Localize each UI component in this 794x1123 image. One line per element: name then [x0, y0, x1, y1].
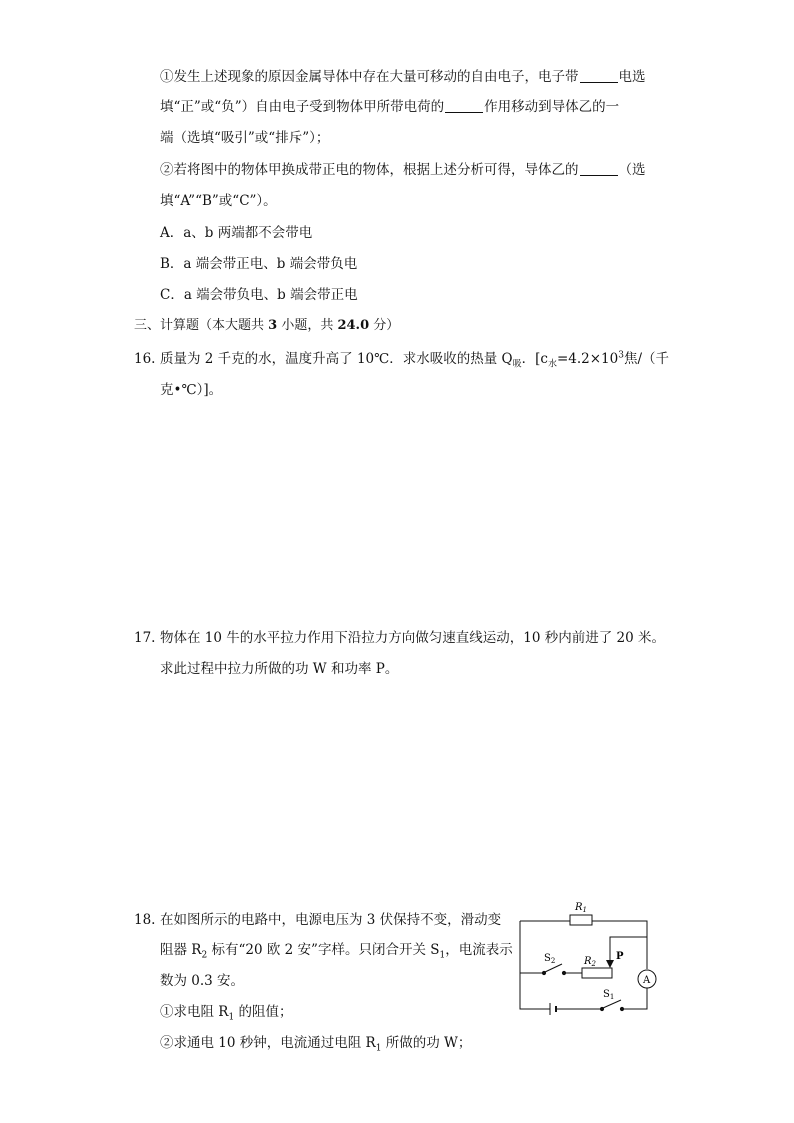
q15-line-2 [160, 97, 619, 117]
section-text: 小题，共 [277, 318, 338, 333]
q17-line-2 [160, 659, 398, 679]
q18-text: ，电流表示 [445, 942, 513, 958]
label-s2: $S_2$ [544, 953, 556, 965]
q17-text: 求此过程中拉力所做的功 W 和功率 P。 [160, 661, 399, 677]
q18-line-2 [160, 940, 513, 960]
label-ammeter: A [643, 975, 651, 986]
label-p: P [616, 951, 624, 962]
label-r2: $R_2$ [584, 956, 596, 968]
q16-text: 质量为 2 千克的水，温度升高了 10℃．求水吸收的热量 Q [160, 351, 513, 367]
q16-text: 焦/（千 [623, 351, 670, 367]
q18-line-3 [160, 971, 244, 991]
subscript: 2 [201, 950, 208, 961]
resistor-r2 [582, 968, 612, 978]
slider-arrow [606, 960, 614, 968]
q18-text: 数为 0.3 安。 [160, 973, 245, 989]
switch-s2 [545, 964, 562, 972]
s1-contact [620, 1007, 623, 1010]
q16-line-1 [160, 349, 669, 369]
q15-text: 填“A”“B”或“C”）。 [160, 193, 277, 209]
q15-option-c[interactable] [160, 285, 358, 305]
q17-line-1 [160, 628, 665, 648]
superscript: 3 [618, 350, 624, 361]
q17-text: 物体在 10 牛的水平拉力作用下沿拉力方向做匀速直线运动，10 秒内前进了 20 米。 [160, 630, 665, 646]
q16-text: ．[c [521, 351, 548, 367]
q18-text: 阻器 R [160, 942, 202, 958]
right-wire [624, 988, 647, 1009]
q15-text: ①发生上述现象的原因 [160, 69, 295, 85]
resistor-r1 [570, 915, 592, 925]
q15-line-5 [160, 191, 277, 211]
option-text: C．a 端会带负电、b 端会带正电 [160, 287, 358, 303]
q15-text: 电选 [618, 69, 646, 85]
q15-text: 端（选填“吸引”或“排斥”）； [160, 130, 330, 146]
q15-text: 填“正”或“负”） [160, 99, 256, 115]
subscript: 吸 [512, 359, 522, 370]
q15-text: 自由电子受到物体甲所带电荷的 [255, 99, 445, 115]
q15-line-1 [160, 67, 646, 87]
section-text: 三、计算题（本大题共 [134, 318, 269, 333]
q16-text: =4.2×10 [556, 351, 619, 367]
question-number: 18. [134, 912, 156, 928]
option-text: A．a、b 两端都不会带电 [160, 225, 313, 241]
section-count: 3 [268, 318, 278, 333]
q15-text: 金属导体中存在大量可移动的自由电子，电子带 [295, 69, 579, 85]
q18-text: 所做的功 W； [381, 1035, 472, 1051]
answer-blank[interactable] [580, 161, 618, 176]
left-wire [520, 921, 550, 1009]
subscript: 1 [375, 1043, 382, 1054]
section-text: 分） [369, 318, 400, 333]
q18-text: 标有“20 欧 2 安”字样。只闭合开关 S [207, 942, 440, 958]
q18-text: ①求电阻 R [160, 1004, 229, 1020]
q15-text: 作用移动到导体乙的一 [484, 99, 620, 115]
q18-text: 在如图所示的电路中，电源电压为 3 伏保持不变，滑动变 [160, 912, 502, 928]
q15-option-b[interactable] [160, 254, 357, 274]
q16-text: 克•℃）]。 [160, 382, 223, 398]
section-score: 24.0 [337, 318, 370, 333]
option-text: B．a 端会带正电、b 端会带负电 [160, 256, 358, 272]
q18-line-4 [160, 1002, 293, 1022]
q15-line-4 [160, 160, 646, 180]
label-r1: $R_1$ [575, 902, 587, 914]
q18-text: 的阻值； [234, 1004, 293, 1020]
subscript: 水 [547, 359, 557, 370]
answer-blank[interactable] [580, 68, 618, 83]
q16-line-2 [160, 380, 222, 400]
label-s1: $S_1$ [603, 989, 615, 1001]
section-heading [134, 316, 399, 336]
q18-text: ②求通电 10 秒钟，电流通过电阻 R [160, 1035, 376, 1051]
question-number: 16. [134, 351, 156, 367]
q15-line-3 [160, 128, 329, 148]
q18-line-1 [160, 910, 501, 930]
question-number: 17. [134, 630, 156, 646]
answer-blank[interactable] [445, 98, 483, 113]
subscript: 1 [228, 1012, 235, 1023]
subscript: 1 [439, 950, 446, 961]
q18-line-5 [160, 1033, 471, 1053]
switch-s1 [603, 1000, 621, 1008]
q15-text: ②若将图中的物体甲换成带正电的物体，根据上述分析可得，导体乙的 [160, 162, 579, 178]
q15-text: （选 [618, 162, 646, 178]
q15-option-a[interactable] [160, 223, 312, 243]
circuit-diagram [512, 893, 662, 1021]
